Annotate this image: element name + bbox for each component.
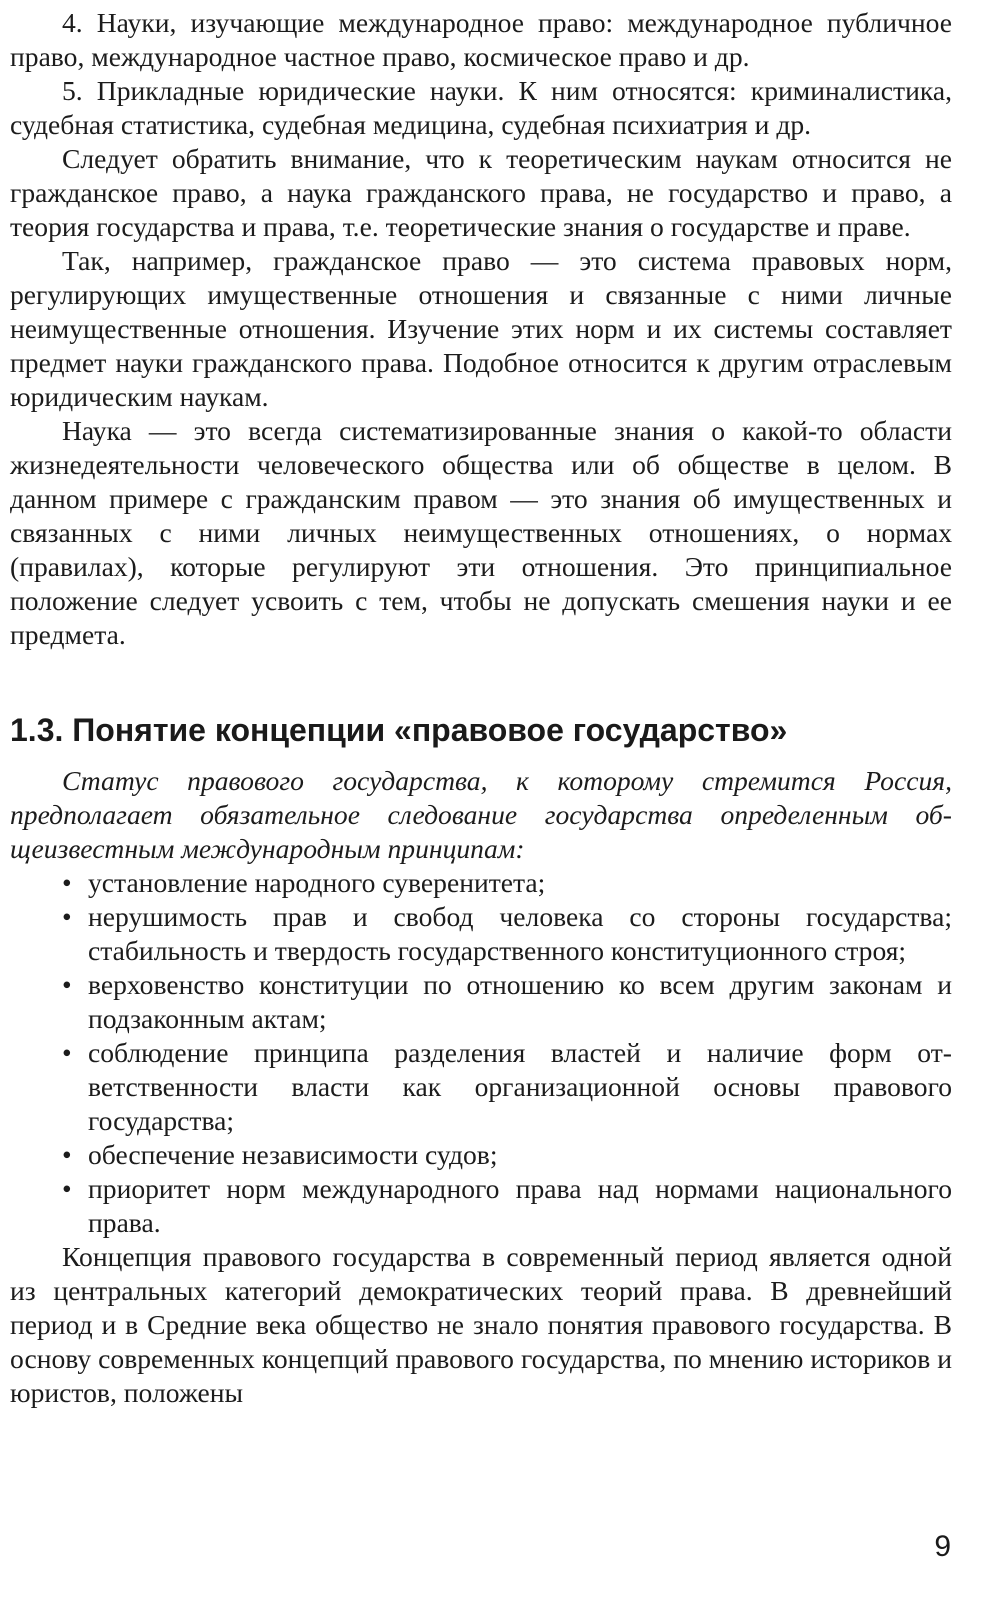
paragraph-international-law-sciences: 4. Науки, изучающие международное право: международное публичное право, международное частное право, космическое право и др. <box>10 7 952 72</box>
section-heading: 1.3. Понятие концепции «правовое государство» <box>10 712 788 748</box>
list-item: • верховенство конституции по отношению ко всем другим законам и подзаконным актам; <box>88 968 952 1036</box>
list-item: • нерушимость прав и свобод человека со стороны государства; стабильность и твердость государственного конституционного строя; <box>88 900 952 968</box>
principles-list <box>10 866 952 1240</box>
list-item: • установление народного суверенитета; <box>88 866 952 900</box>
document-page <box>10 6 952 1410</box>
paragraph-science-definition: Наука — это всегда систематизированные знания о какой-то области жизнедеятельности человеческого общества или об обществе в целом. В данном примере с гражданским правом — это знания об имущественных и связанных с ними личных неимущественных отношениях, о нормах (правилах), которые регулируют эти отношения. Это принципиальное положение следует усвоить с тем, чтобы не допускать смешения науки и ее предмета. <box>10 415 952 650</box>
paragraph-applied-legal-sciences: 5. Прикладные юридические науки. К ним относятся: криминалистика, судебная статистика, судебная медицина, судебная психиатрия и др. <box>10 75 952 140</box>
list-item: • обеспечение независимости судов; <box>88 1138 952 1172</box>
list-item: • приоритет норм международного права над нормами национального права. <box>88 1172 952 1240</box>
list-item: • соблюдение принципа разделения властей и наличие форм ответственности власти как организационной основы правового государства; <box>88 1036 952 1138</box>
page-number: 9 <box>934 1530 951 1563</box>
paragraph-civil-law-example: Так, например, гражданское право — это система правовых норм, регулирующих имущественные отношения и связанные с ними личные неимущественные отношения. Изучение этих норм и их системы составляет предмет науки гражданского права. Подобное относится к другим отраслевым юридическим наукам. <box>10 245 952 412</box>
section-intro: Статус правового государства, к которому стремится Россия, предполагает обязательное следование государства определенным общеизвестным международным принципам: <box>10 765 952 864</box>
paragraph-theoretical-sciences-note: Следует обратить внимание, что к теоретическим наукам относится не гражданское право, а наука гражданского права, не государство и право, а теория государства и права, т.е. теоретические знания о государстве и праве. <box>10 143 952 242</box>
paragraph-concept-closing: Концепция правового государства в современный период является одной из центральных категорий демократических теорий права. В древнейший период и в Средние века общество не знало понятия правового государства. В основу современных концепций правового государства, по мнению историков и юристов, положены <box>10 1241 952 1408</box>
